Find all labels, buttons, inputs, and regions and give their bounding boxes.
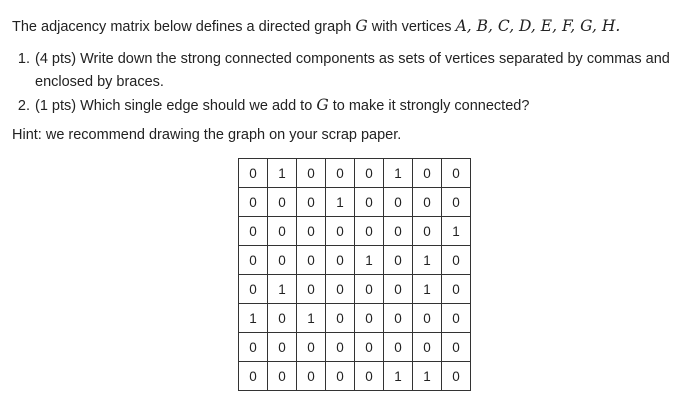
matrix-cell: 0 (326, 159, 355, 188)
matrix-cell: 0 (442, 159, 471, 188)
matrix-cell: 1 (413, 275, 442, 304)
matrix-cell: 0 (239, 188, 268, 217)
matrix-cell: 1 (384, 362, 413, 391)
intro-text-middle: with vertices (371, 19, 452, 35)
adjacency-matrix (238, 158, 471, 391)
matrix-cell: 0 (326, 362, 355, 391)
matrix-cell: 0 (413, 333, 442, 362)
matrix-cell: 0 (239, 333, 268, 362)
matrix-cell: 0 (297, 188, 326, 217)
matrix-cell: 1 (413, 362, 442, 391)
matrix-cell: 0 (268, 333, 297, 362)
matrix-cell: 0 (442, 246, 471, 275)
matrix-cell: 0 (355, 159, 384, 188)
matrix-cell: 0 (326, 275, 355, 304)
matrix-cell: 1 (355, 246, 384, 275)
question-2 (34, 94, 676, 118)
matrix-cell: 0 (384, 246, 413, 275)
matrix-cell: 1 (384, 159, 413, 188)
matrix-cell: 0 (384, 333, 413, 362)
matrix-cell: 0 (413, 188, 442, 217)
matrix-row (239, 333, 471, 362)
question-list (16, 48, 676, 118)
matrix-row (239, 275, 471, 304)
matrix-cell: 1 (326, 188, 355, 217)
matrix-cell: 0 (384, 275, 413, 304)
matrix-cell: 0 (326, 333, 355, 362)
matrix-cell: 0 (239, 246, 268, 275)
matrix-cell: 0 (268, 362, 297, 391)
matrix-cell: 0 (384, 304, 413, 333)
matrix-cell: 0 (239, 275, 268, 304)
matrix-cell: 0 (355, 217, 384, 246)
matrix-cell: 0 (384, 188, 413, 217)
matrix-row (239, 159, 471, 188)
matrix-cell: 0 (442, 333, 471, 362)
matrix-cell: 0 (297, 362, 326, 391)
hint-text: Hint: we recommend drawing the graph on your scrap paper. (12, 127, 402, 143)
vertex-list: A, B, C, D, E, F, G, H. (455, 17, 621, 35)
matrix-cell: 0 (413, 304, 442, 333)
matrix-cell: 0 (239, 217, 268, 246)
question-2-text-after: to make it strongly connected? (332, 98, 530, 114)
matrix-cell: 1 (297, 304, 326, 333)
matrix-cell: 0 (442, 188, 471, 217)
matrix-cell: 0 (297, 333, 326, 362)
matrix-cell: 1 (268, 159, 297, 188)
intro-text-before: The adjacency matrix below defines a directed graph (12, 19, 352, 35)
matrix-cell: 1 (239, 304, 268, 333)
matrix-cell: 0 (326, 246, 355, 275)
question-2-graph-symbol: G (316, 96, 329, 114)
matrix-cell: 0 (326, 217, 355, 246)
matrix-cell: 0 (297, 246, 326, 275)
matrix-cell: 0 (355, 275, 384, 304)
matrix-cell: 0 (384, 217, 413, 246)
question-2-text-before: (1 pts) Which single edge should we add to (35, 98, 313, 114)
question-1 (34, 48, 676, 94)
matrix-cell: 0 (413, 159, 442, 188)
matrix-cell: 0 (239, 159, 268, 188)
matrix-cell: 0 (355, 304, 384, 333)
matrix-cell: 0 (268, 246, 297, 275)
question-1-text: (4 pts) Write down the strong connected components as sets of vertices separated by commas and enclosed by braces. (35, 51, 670, 90)
matrix-cell: 0 (297, 217, 326, 246)
matrix-row (239, 246, 471, 275)
matrix-cell: 0 (355, 333, 384, 362)
matrix-cell: 1 (413, 246, 442, 275)
intro-text (12, 16, 620, 37)
matrix-cell: 0 (442, 362, 471, 391)
matrix-row (239, 304, 471, 333)
matrix-cell: 0 (326, 304, 355, 333)
matrix-cell: 0 (355, 362, 384, 391)
matrix-cell: 1 (442, 217, 471, 246)
matrix-cell: 0 (268, 304, 297, 333)
matrix-cell: 0 (355, 188, 384, 217)
matrix-cell: 0 (297, 275, 326, 304)
matrix-cell: 0 (442, 304, 471, 333)
matrix-cell: 0 (413, 217, 442, 246)
matrix-cell: 0 (268, 217, 297, 246)
matrix-cell: 0 (297, 159, 326, 188)
matrix-cell: 1 (268, 275, 297, 304)
matrix-row (239, 217, 471, 246)
matrix-cell: 0 (239, 362, 268, 391)
matrix-row (239, 362, 471, 391)
graph-symbol: G (355, 17, 368, 35)
matrix-cell: 0 (442, 275, 471, 304)
matrix-row (239, 188, 471, 217)
matrix-cell: 0 (268, 188, 297, 217)
